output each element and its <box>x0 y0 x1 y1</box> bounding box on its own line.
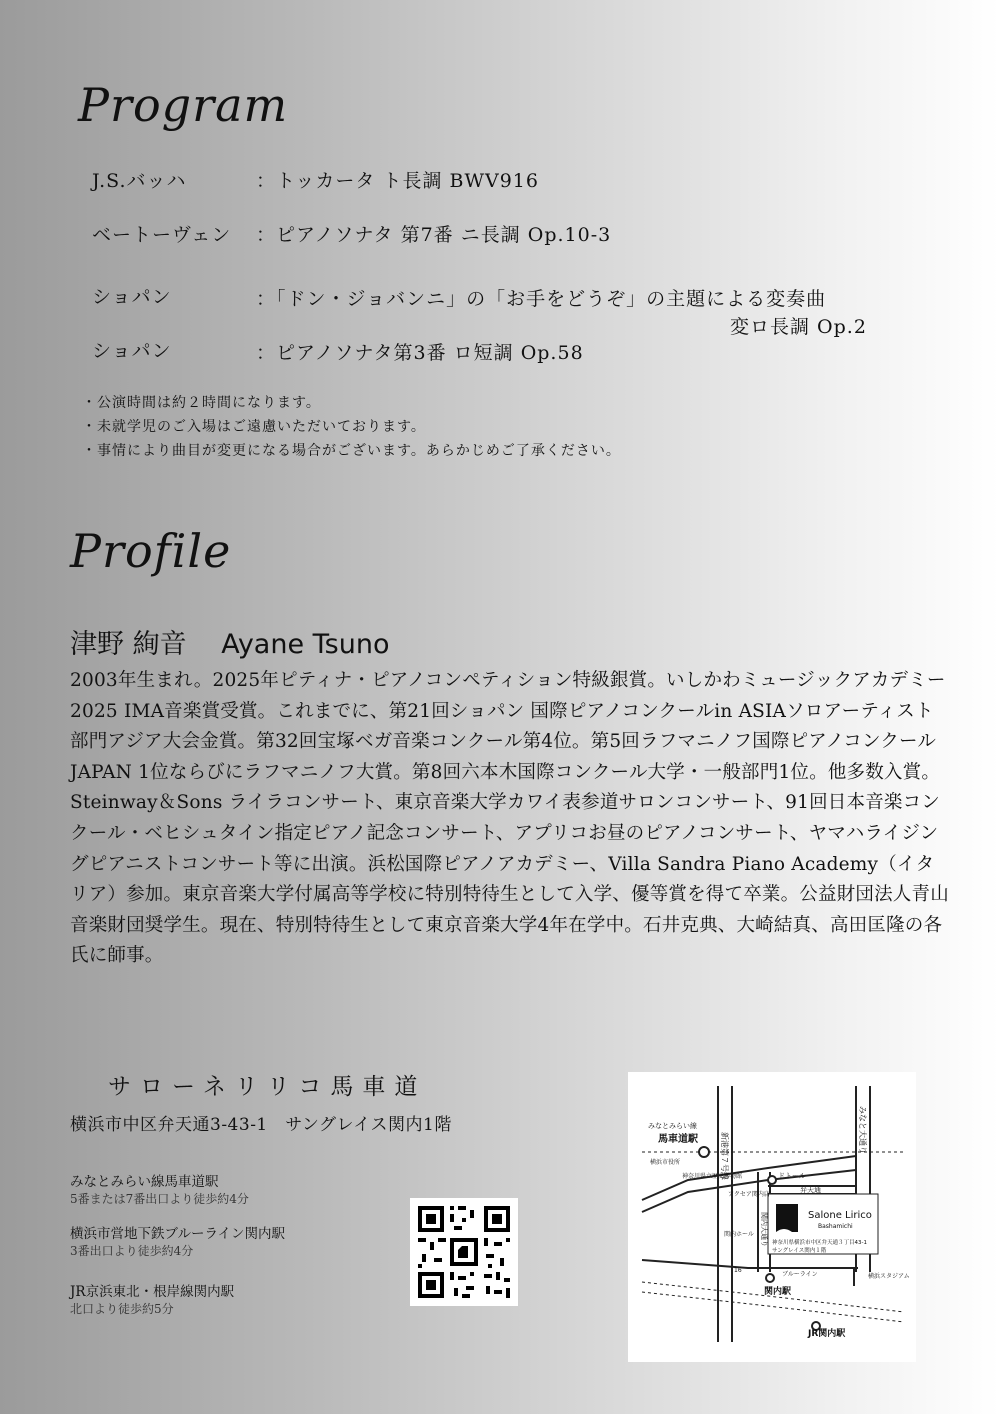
program-notes <box>82 392 621 464</box>
map-label: 16 <box>734 1267 742 1274</box>
venue-name: サローネリリコ馬車道 <box>108 1074 427 1100</box>
program-work-1: ：トッカータ ト長調 BWV916 <box>256 170 539 192</box>
map-label: ドトール <box>778 1172 806 1180</box>
program-work-2: ：ピアノソナタ 第7番 ニ長調 Op.10-3 <box>256 224 612 246</box>
map-label: 神奈川県立歴史博物館 <box>682 1173 743 1180</box>
program-composer-1: J.S.バッハ <box>92 170 187 192</box>
qr-code <box>410 1198 518 1306</box>
map-label: JR関内駅 <box>808 1329 846 1339</box>
access-line: JR京浜東北・根岸線関内駅 <box>70 1284 235 1300</box>
access-item <box>70 1170 400 1222</box>
artist-name-jp: 津野 絢音 <box>70 629 187 660</box>
access-line: 横浜市営地下鉄ブルーライン関内駅 <box>70 1226 286 1242</box>
artist-bio: 2003年生まれ。2025年ピティナ・ピアノコンペティション特級銀賞。いしかわミュージックアカデミー2025 IMA音楽賞受賞。これまでに、第21回ショパン 国際ピアノコンクールin ASIAソロアーティスト部門アジア大会金賞。第32回宝塚ベガ音楽コンクール第4位。第5回ラフマニノフ国際ピアノコンクールJAPAN 1位ならびにラフマニノフ大賞。第8回六本木国際コンクール大学・一般部門1位。他多数入賞。Steinway＆Sons ライラコンサート、東京音楽大学カワイ表参道サロンコンサート、91回日本音楽コンクール・ベヒシュタイン指定ピアノ記念コンサート、アプリコお昼のピアノコンサート、ヤマハライジングピアニストコンサート等に出演。浜松国際ピアノアカデミー、Villa Sandra Piano Academy（イタリア）参加。東京音楽大学付属高等学校に特別特待生として入学、優等賞を得て卒業。公益財団法人青山音楽財団奨学生。現在、特別特待生として東京音楽大学4年在学中。石井克典、大崎結真、高田匡隆の各氏に師事。 <box>70 670 949 967</box>
map-drawing <box>628 1072 916 1362</box>
map-label: アクセア関内店 <box>728 1191 770 1198</box>
map-label: Bashamichi <box>818 1223 853 1230</box>
program-work-4: ：ピアノソナタ第3番 ロ短調 Op.58 <box>256 342 584 364</box>
map-label: サングレイス関内１階 <box>772 1248 827 1254</box>
map-label: 関内ホール <box>724 1231 754 1238</box>
program-note: ・事情により曲目が変更になる場合がございます。あらかじめご了承ください。 <box>82 443 621 459</box>
access-item <box>70 1222 400 1280</box>
program-work-3: ：「ドン・ジョバンニ」の「お手をどうぞ」の主題による変奏曲 <box>256 288 827 310</box>
program-work-3-key: 変ロ長調 Op.2 <box>730 316 867 338</box>
map-label: 関内駅 <box>764 1287 792 1297</box>
artist-name <box>70 622 390 661</box>
venue-address: 横浜市中区弁天通3-43-1 サングレイス関内1階 <box>70 1115 452 1135</box>
program-composer-4: ショパン <box>92 340 172 362</box>
qr-code-image <box>410 1198 518 1306</box>
map-label: みなと大通り <box>858 1106 867 1154</box>
access-detail: 5番または7番出口より徒歩約4分 <box>70 1192 249 1206</box>
program-note: ・未就学児のご入場はご遠慮いただいております。 <box>82 419 426 435</box>
program-composer-2: ベートーヴェン <box>92 224 232 246</box>
artist-name-en: Ayane Tsuno <box>221 629 390 660</box>
map-label: 横浜市役所 <box>650 1159 681 1166</box>
program-note: ・公演時間は約２時間になります。 <box>82 395 321 411</box>
map-label: ブルーライン <box>782 1271 818 1278</box>
map-label: みなとみらい線 <box>648 1122 697 1130</box>
access-detail: 北口より徒歩約5分 <box>70 1302 174 1316</box>
map-label: 新港第７号線 <box>720 1132 729 1180</box>
access-map <box>628 1072 916 1362</box>
program-heading: Program <box>78 78 289 132</box>
map-label: 横浜スタジアム <box>868 1273 910 1280</box>
map-label: Salone Lirico <box>808 1210 872 1221</box>
access-detail: 3番出口より徒歩約4分 <box>70 1244 194 1258</box>
map-label: 関内大通り <box>760 1212 768 1247</box>
access-list <box>70 1170 400 1317</box>
map-label: 弁天通 <box>800 1186 821 1194</box>
profile-heading: Profile <box>70 524 232 578</box>
map-label: 馬車道駅 <box>658 1134 698 1145</box>
access-line: みなとみらい線馬車道駅 <box>70 1174 219 1190</box>
map-label: 神奈川県横浜市中区弁天通３丁目43-1 <box>772 1240 867 1246</box>
program-composer-3: ショパン <box>92 286 172 308</box>
access-item <box>70 1280 400 1317</box>
